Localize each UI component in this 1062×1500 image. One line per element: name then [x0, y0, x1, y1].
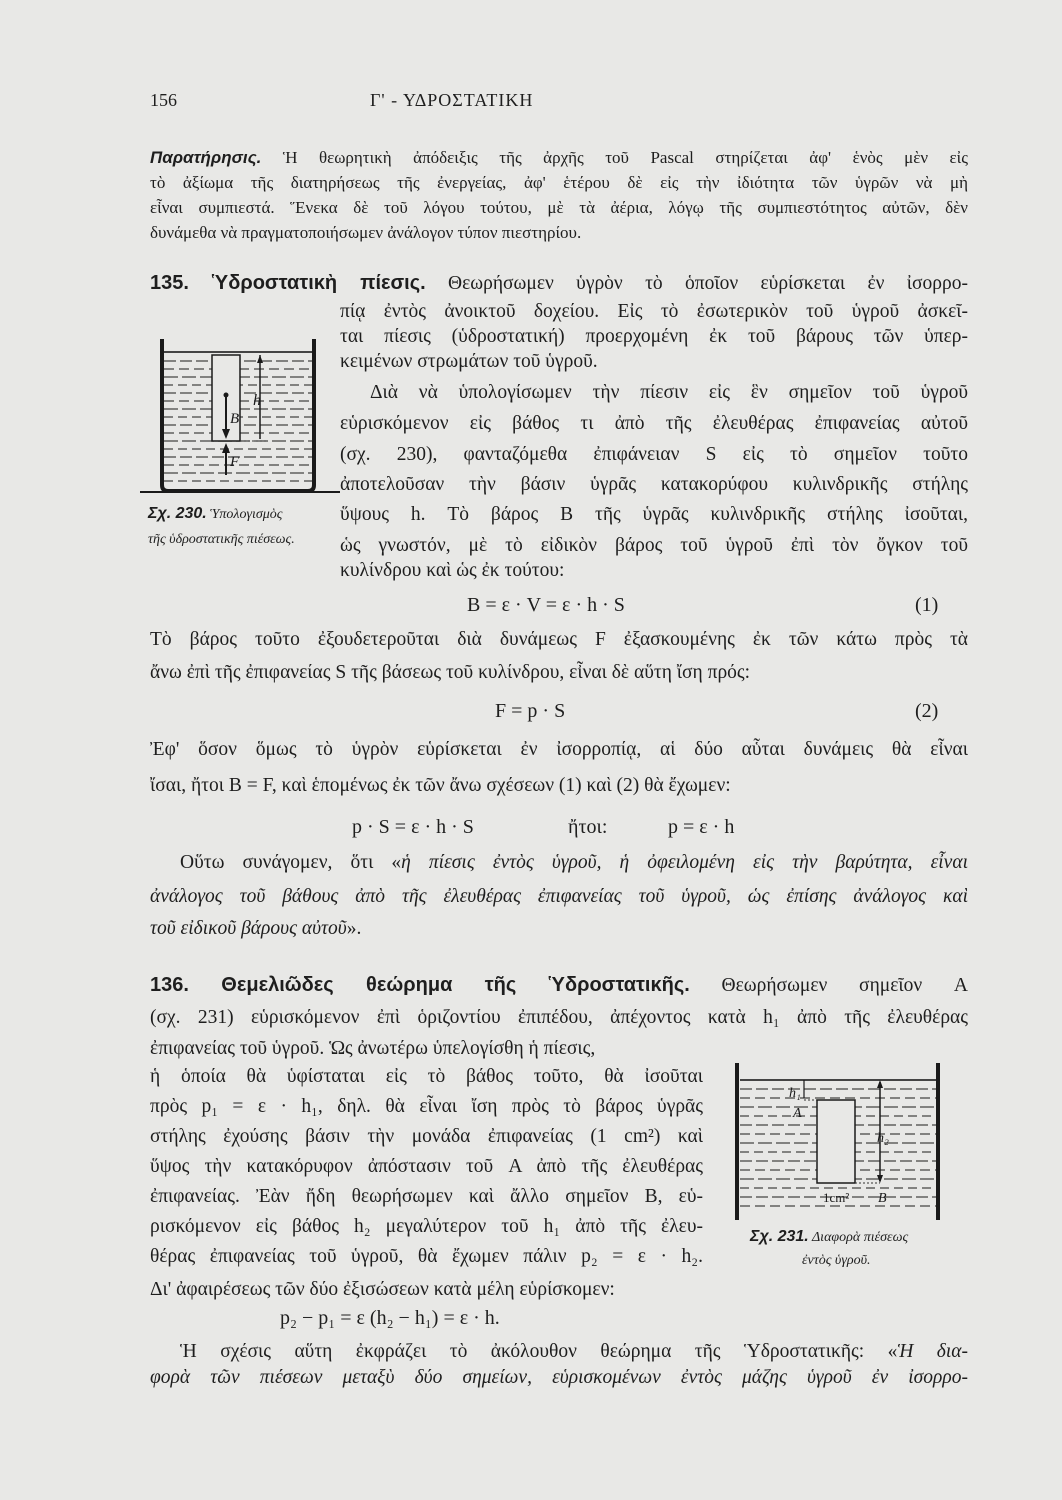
figure-230-caption [148, 505, 282, 523]
body-line: (σχ. 230), φανταζόμεθα ἐπιφάνειαν S εἰς τὸ σημεῖον τοῦτο [340, 444, 968, 465]
body-line: ὡς γνωστόν, μὲ τὸ εἰδικὸν βάρος τοῦ ὑγροῦ ἐπὶ τὸν ὄγκον τοῦ [340, 535, 968, 556]
body-line: φορὰ τῶν πιέσεων μεταξὺ δύο σημείων, εὑρισκομένων ἐντὸς μάζης ὑγροῦ ἐν ἰσορρο- [150, 1367, 968, 1388]
page-number: 156 [150, 90, 177, 110]
body-line: πρὸς p₁ = ε · h₁, δηλ. θὰ εἶναι ἴση πρὸς τὸ βάρος ὑγρᾶς [150, 1096, 703, 1117]
body-line: ρισκόμενον εἰς βάθος h₂ μεγαλύτερον τοῦ h₁ ἀπὸ τῆς ἐλευ- [150, 1216, 703, 1237]
body-text: Θεωρήσωμεν ὑγρὸν τὸ ὁποῖον εὑρίσκεται ἐν ἰσορρο- [425, 273, 968, 294]
figure-231-caption [750, 1228, 908, 1246]
label-h1: h₁ [789, 1086, 801, 1101]
equation-2-number: (2) [915, 700, 939, 722]
equation-1-number: (1) [915, 594, 939, 616]
equation-1: B = ε · V = ε · h · S [467, 594, 625, 616]
remark-line: δυνάμεθα νὰ πραγματοποιήσωμεν ἀνάλογον τύπον πιεστηρίου. [150, 223, 582, 242]
body-line: κειμένων στρωμάτων τοῦ ὑγροῦ. [340, 351, 598, 372]
remark-label: Παρατήρησις. [150, 148, 262, 167]
label-h: h [253, 392, 261, 409]
body-text: Ἡ σχέσις αὕτη ἐκφράζει τὸ ἀκόλουθον θεώρημα τῆς Ὑδροστατικῆς: « [180, 1341, 898, 1362]
body-text: ». [346, 918, 362, 939]
body-line: ἄνω ἐπὶ τῆς ἐπιφανείας S τῆς βάσεως τοῦ κυλίνδρου, εἶναι δὲ αὕτη ἴση πρός: [150, 662, 751, 683]
unit-column [817, 1100, 855, 1183]
remark-text: Ἡ θεωρητικὴ ἀπόδειξις τῆς ἀρχῆς τοῦ Pascal στηρίζεται ἀφ' ἑνὸς μὲν εἰς [261, 148, 968, 167]
body-line: Τὸ βάρος τοῦτο ἐξουδετεροῦται διὰ δυνάμεως F ἐξασκουμένης ἐκ τῶν κάτω πρὸς τὰ [150, 629, 968, 650]
body-line: ἐπιφανείας. Ἐὰν ἤδη θεωρήσωμεν καὶ ἄλλο σημεῖον B, εὑ- [150, 1186, 703, 1207]
italic-text: τοῦ εἰδικοῦ βάρους αὐτοῦ [150, 918, 347, 939]
figure-231-vessel-diagram [720, 1060, 980, 1220]
body-line: ἐπιφανείας τοῦ ὑγροῦ. Ὡς ἀνωτέρω ὑπελογίσθη ἡ πίεσις, [150, 1038, 596, 1059]
section-136-heading: 136. Θεμελιῶδες θεώρημα τῆς Ὑδροστατικῆς. [150, 974, 690, 996]
body-line: (σχ. 231) εὑρισκόμενον ἐπὶ ὁριζοντίου ἐπιπέδου, ἀπέχοντος κατὰ h₁ ἀπὸ τῆς ἐλευθέρας [150, 1007, 968, 1028]
body-line [180, 1340, 968, 1364]
figure-231-caption-line-2: ἐντὸς ὑγροῦ. [802, 1253, 871, 1268]
label-B: B [878, 1191, 887, 1206]
conclusion-line [150, 917, 968, 941]
label-F: F [230, 454, 240, 470]
remark-line: εἶναι συμπιεστά. Ἕνεκα δὲ τοῦ λόγου τούτου, μὲ τὰ ἀέρια, λόγῳ τῆς συμπιεστότητος αὐτῶν, δὲν [150, 198, 968, 217]
section-135-first-line [150, 271, 968, 296]
body-line: ἡ ὁποία θὰ ὑφίσταται εἰς τὸ βάθος τοῦτο, θὰ ἰσοῦται [150, 1066, 703, 1087]
italic-text: Ἡ δια- [897, 1341, 968, 1362]
running-title: Γ' - ΥΔΡΟΣΤΑΤΙΚΗ [370, 90, 534, 110]
body-line: ἀποτελοῦσαν τὴν βάσιν ὑγρᾶς κατακορύφου κυλινδρικῆς στήλης [340, 474, 968, 495]
caption-text: Διαφορὰ πιέσεως [811, 1230, 909, 1245]
figure-label: Σχ. 230. [148, 505, 207, 522]
body-line: ὕψος τὴν κατακόρυφον ἀπόστασιν τοῦ A ἀπὸ τῆς ἐλευθέρας [150, 1156, 703, 1177]
label-A: A [793, 1106, 802, 1121]
equation-3-middle: ἤτοι: [568, 816, 608, 838]
body-line: πίᾳ ἐντὸς ἀνοικτοῦ δοχείου. Εἰς τὸ ἐσωτερικὸν τοῦ ὑγροῦ ἀσκεῖ- [340, 301, 968, 322]
equation-4: p₂ − p₁ = ε (h₂ − h₁) = ε · h. [280, 1307, 500, 1329]
figure-label: Σχ. 231. [750, 1228, 809, 1245]
equation-2: F = p · S [495, 700, 566, 722]
body-line: ὕψους h. Τὸ βάρος B τῆς ὑγρᾶς κυλινδρικῆς στήλης ἰσοῦται, [340, 504, 968, 525]
italic-text: ἡ πίεσις ἐντὸς ὑγροῦ, ἡ ὀφειλομένη εἰς τὴν βαρύτητα, εἶναι [401, 852, 968, 873]
conclusion-line [180, 851, 968, 875]
body-line: Διὰ νὰ ὑπολογίσωμεν τὴν πίεσιν εἰς ἓν σημεῖον τοῦ ὑγροῦ [370, 382, 968, 403]
body-line: κυλίνδρου καὶ ὡς ἐκ τούτου: [340, 560, 565, 581]
body-line: θέρας ἐπιφανείας τοῦ ὑγροῦ, θὰ ἔχωμεν πάλιν p₂ = ε · h₂. [150, 1246, 703, 1267]
conclusion-line: ἀνάλογος τοῦ βάθους ἀπὸ τῆς ἐλευθέρας ἐπιφανείας τοῦ ὑγροῦ, ὡς ἐπίσης ἀνάλογος καὶ [150, 886, 968, 907]
equation-3-left: p · S = ε · h · S [352, 816, 474, 838]
body-text: Οὕτω συνάγομεν, ὅτι « [180, 852, 402, 873]
body-line: Δι' ἀφαιρέσεως τῶν δύο ἐξισώσεων κατὰ μέλη εὑρίσκομεν: [150, 1279, 615, 1300]
label-h2: h₂ [877, 1131, 889, 1146]
label-B: B [230, 411, 240, 427]
body-line: ἴσαι, ἤτοι B = F, καὶ ἑπομένως ἐκ τῶν ἄνω σχέσεων (1) καὶ (2) θὰ ἔχωμεν: [150, 775, 731, 796]
section-135-heading: 135. Ὑδροστατικὴ πίεσις. [150, 272, 426, 294]
body-line: ται πίεσις (ὑδροστατική) προερχομένη ἐκ τοῦ βάρους τῶν ὑπερ- [340, 326, 968, 347]
body-text: Θεωρήσωμεν σημεῖον A [689, 975, 969, 996]
body-line: στήλης ἐχούσης βάσιν τὴν μονάδα ἐπιφανείας (1 cm²) καὶ [150, 1126, 703, 1147]
caption-text: Ὑπολογισμὸς [210, 507, 283, 522]
remark-line [150, 146, 968, 170]
figure-230-caption-line-2: τῆς ὑδροστατικῆς πιέσεως. [148, 532, 295, 547]
body-line: εὑρισκόμενον εἰς βάθος τι ἀπὸ τῆς ἐλευθέρας ἐπιφανείας αὐτοῦ [340, 413, 968, 434]
equation-3-right: p = ε · h [668, 816, 735, 838]
figure-230-vessel-diagram [140, 325, 340, 505]
body-line: Ἐφ' ὅσον ὅμως τὸ ὑγρὸν εὑρίσκεται ἐν ἰσορροπίᾳ, αἱ δύο αὗται δυνάμεις θὰ εἶναι [150, 739, 968, 760]
label-area: 1cm² [823, 1190, 850, 1205]
section-136-first-line [150, 973, 968, 998]
remark-line: τὸ ἀξίωμα τῆς διατηρήσεως τῆς ἐνεργείας, ἀφ' ἑτέρου δὲ εἰς τὴν ἰδιότητα τῶν ὑγρῶν νὰ μὴ [150, 173, 968, 192]
